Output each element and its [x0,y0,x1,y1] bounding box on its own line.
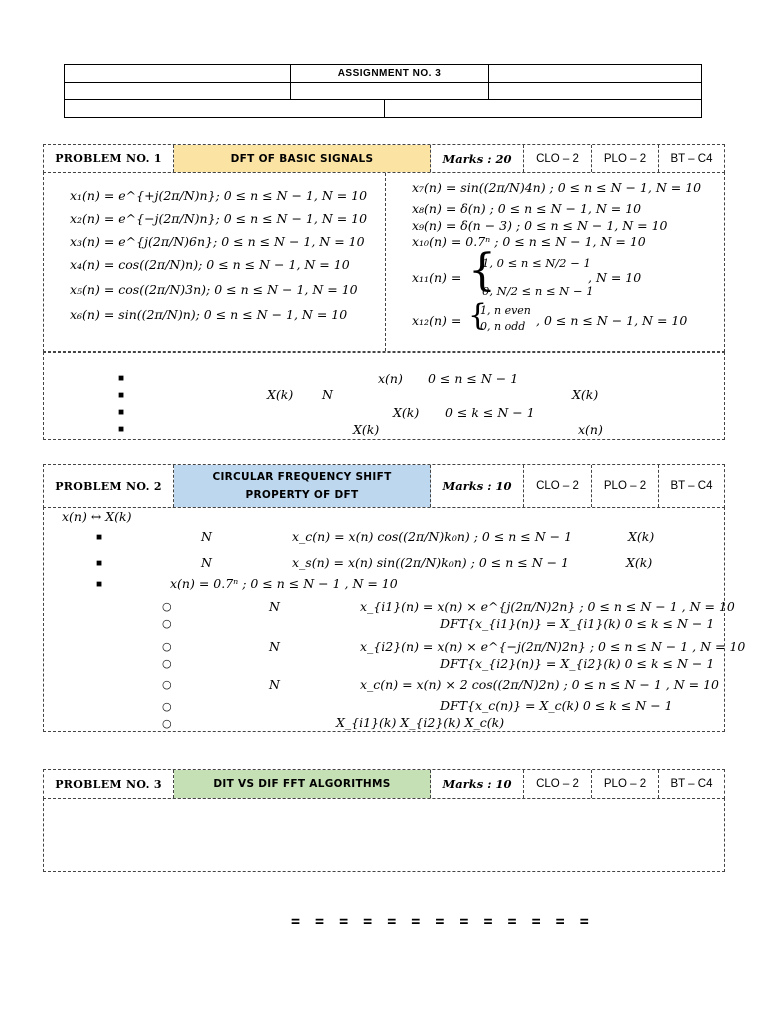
problem-1-marks-cell [431,145,524,172]
signal-x10: x₁₀(n) = 0.7ⁿ ; 0 ≤ n ≤ N − 1, N = 10 [412,234,646,249]
p2-s1-eq: x_{i1}(n) = x(n) × e^{j(2π/N)2n} ; 0 ≤ n ≤ N − 1 , N = 10 [360,599,735,614]
problem-1-bt-cell [659,145,724,172]
problem-1-header [43,144,725,173]
problem-2-bt-cell [659,465,724,507]
signal-x4: x₄(n) = cos((2π/N)n); 0 ≤ n ≤ N − 1, N = 10 [70,257,350,272]
problem-3-plo-cell [592,770,659,798]
header-cell-right [489,65,701,83]
signal-x12-case2: 0, n odd [480,320,526,333]
bullet-icon: ■ [96,579,103,590]
problem-2-marks-cell [431,465,524,507]
p2-s3-n: N [269,639,280,654]
problem-3-body-box [43,798,725,872]
header-cell-r2-left [65,83,291,100]
p2-b1-n: N [201,529,212,544]
sub-bullet-icon: ○ [162,700,172,713]
signal-x8: x₈(n) = δ(n) ; 0 ≤ n ≤ N − 1, N = 10 [412,201,642,216]
problem-3-clo: CLO – 2 [536,778,579,790]
p2-b1-eq: x_c(n) = x(n) cos((2π/N)k₀n) ; 0 ≤ n ≤ N − 1 [292,529,573,544]
signal-x3: x₃(n) = e^{j(2π/N)6n}; 0 ≤ n ≤ N − 1, N = 10 [70,234,365,249]
problem-2-header [43,464,725,508]
signal-x6: x₆(n) = sin((2π/N)n); 0 ≤ n ≤ N − 1, N = 10 [70,307,348,322]
sub-bullet-icon: ○ [162,657,172,670]
problem-3-title-cell [174,770,431,798]
bullet-icon: ■ [118,373,125,384]
problem-3-bt-cell [659,770,724,798]
p2-s3-eq: x_{i2}(n) = x(n) × e^{−j(2π/N)2n} ; 0 ≤ n ≤ N − 1 , N = 10 [360,639,746,654]
p2-s6-eq: DFT{x_c(n)} = X_c(k) 0 ≤ k ≤ N − 1 [440,698,673,713]
problem-3-plo: PLO – 2 [603,778,647,790]
p2-intro: x(n) ↔ X(k) [62,509,132,524]
problem-3-marks-cell [431,770,524,798]
p2-s7-eq: X_{i1}(k) X_{i2}(k) X_c(k) [336,715,505,730]
problem-1-clo: CLO – 2 [536,152,579,165]
p2-s5-n: N [269,677,280,692]
signal-x11-lhs: x₁₁(n) = [412,270,462,285]
problem-1-plo-cell [592,145,659,172]
assignment-title: ASSIGNMENT NO. 3 [291,65,489,83]
p1-task3-dft: X(k) [393,405,420,420]
problem-1-marks: Marks : 20 [442,151,512,166]
problem-3-marks: Marks : 10 [442,777,512,791]
p2-b2-n: N [201,555,212,570]
problem-2-bt: BT – C4 [670,480,713,492]
signal-x12-brace: { [468,298,488,333]
problem-3-bt: BT – C4 [670,778,713,790]
problem-1-bt: BT – C4 [670,152,713,165]
problem-2-plo-cell [592,465,659,507]
problem-1-title: DFT OF BASIC SIGNALS [230,152,374,165]
problem-2-marks: Marks : 10 [442,479,512,493]
bullet-icon: ■ [96,532,103,543]
p1-task2-dft: X(k) [267,387,294,402]
sub-bullet-icon: ○ [162,617,172,630]
problem-2-clo-cell [524,465,592,507]
problem-1-divider [385,173,386,351]
signal-x11-case2: 0, N/2 ≤ n ≤ N − 1 [482,284,594,298]
problem-1-tasks-box [43,352,725,440]
p2-b3-eq: x(n) = 0.7ⁿ ; 0 ≤ n ≤ N − 1 , N = 10 [170,576,398,591]
problem-3-header [43,769,725,799]
p1-task1-signal: x(n) [378,371,403,386]
p2-s5-eq: x_c(n) = x(n) × 2 cos((2π/N)2n) ; 0 ≤ n ≤ N − 1 , N = 10 [360,677,719,692]
problem-2-title-line1: CIRCULAR FREQUENCY SHIFT [212,471,392,483]
header-cell-r3-left [65,100,385,117]
sub-bullet-icon: ○ [162,717,172,730]
problem-2-plo: PLO – 2 [603,480,647,492]
problem-2-label-cell [44,465,174,507]
problem-2-title-cell [174,465,431,507]
header-cell-left [65,65,291,83]
assignment-header-table [64,64,702,118]
p1-task4-dft: X(k) [353,422,380,437]
problem-3-title: DIT VS DIF FFT ALGORITHMS [213,778,391,790]
p2-b1-dft: X(k) [628,529,655,544]
signal-x11-brace: { [468,245,496,296]
p2-b2-dft: X(k) [626,555,653,570]
p1-task4-signal: x(n) [578,422,603,437]
signal-x11-case1: 1, 0 ≤ n ≤ N/2 − 1 [482,256,591,270]
problem-1-label: PROBLEM NO. 1 [55,152,162,165]
sub-bullet-icon: ○ [162,640,172,653]
end-separator: = = = = = = = = = = = = = [291,912,592,930]
signal-x12-lhs: x₁₂(n) = [412,313,462,328]
p1-task2-n: N [322,387,333,402]
sub-bullet-icon: ○ [162,678,172,691]
problem-3-label: PROBLEM NO. 3 [55,777,162,791]
signal-x1: x₁(n) = e^{+j(2π/N)n}; 0 ≤ n ≤ N − 1, N = 10 [70,188,368,203]
signal-x7: x₇(n) = sin((2π/N)4n) ; 0 ≤ n ≤ N − 1, N = 10 [412,180,702,195]
signal-x11-rhs: , N = 10 [588,270,642,285]
problem-3-label-cell [44,770,174,798]
header-cell-r2-right [489,83,701,100]
bullet-icon: ■ [96,558,103,569]
problem-1-label-cell [44,145,174,172]
problem-1-clo-cell [524,145,592,172]
bullet-icon: ■ [118,390,125,401]
problem-3-clo-cell [524,770,592,798]
p2-b2-eq: x_s(n) = x(n) sin((2π/N)k₀n) ; 0 ≤ n ≤ N − 1 [292,555,570,570]
signal-x9: x₉(n) = δ(n − 3) ; 0 ≤ n ≤ N − 1, N = 10 [412,218,668,233]
p1-task3-range: 0 ≤ k ≤ N − 1 [445,405,535,420]
p1-task2-dft2: X(k) [572,387,599,402]
signal-x12-case1: 1, n even [480,304,531,317]
problem-2-title-line2: PROPERTY OF DFT [245,489,359,501]
problem-2-label: PROBLEM NO. 2 [55,479,162,493]
signal-x2: x₂(n) = e^{−j(2π/N)n}; 0 ≤ n ≤ N − 1, N = 10 [70,211,368,226]
signal-x12-rhs: , 0 ≤ n ≤ N − 1, N = 10 [536,313,688,328]
p1-task1-range: 0 ≤ n ≤ N − 1 [428,371,519,386]
problem-2-clo: CLO – 2 [536,480,579,492]
sub-bullet-icon: ○ [162,600,172,613]
p2-s1-n: N [269,599,280,614]
p2-s2-eq: DFT{x_{i1}(n)} = X_{i1}(k) 0 ≤ k ≤ N − 1 [440,616,715,631]
problem-1-title-cell [174,145,431,172]
signal-x5: x₅(n) = cos((2π/N)3n); 0 ≤ n ≤ N − 1, N = 10 [70,282,358,297]
header-cell-r3-right [385,100,701,117]
p2-s4-eq: DFT{x_{i2}(n)} = X_{i2}(k) 0 ≤ k ≤ N − 1 [440,656,715,671]
bullet-icon: ■ [118,424,125,435]
header-cell-r2-mid [291,83,489,100]
bullet-icon: ■ [118,407,125,418]
problem-1-plo: PLO – 2 [603,152,647,165]
